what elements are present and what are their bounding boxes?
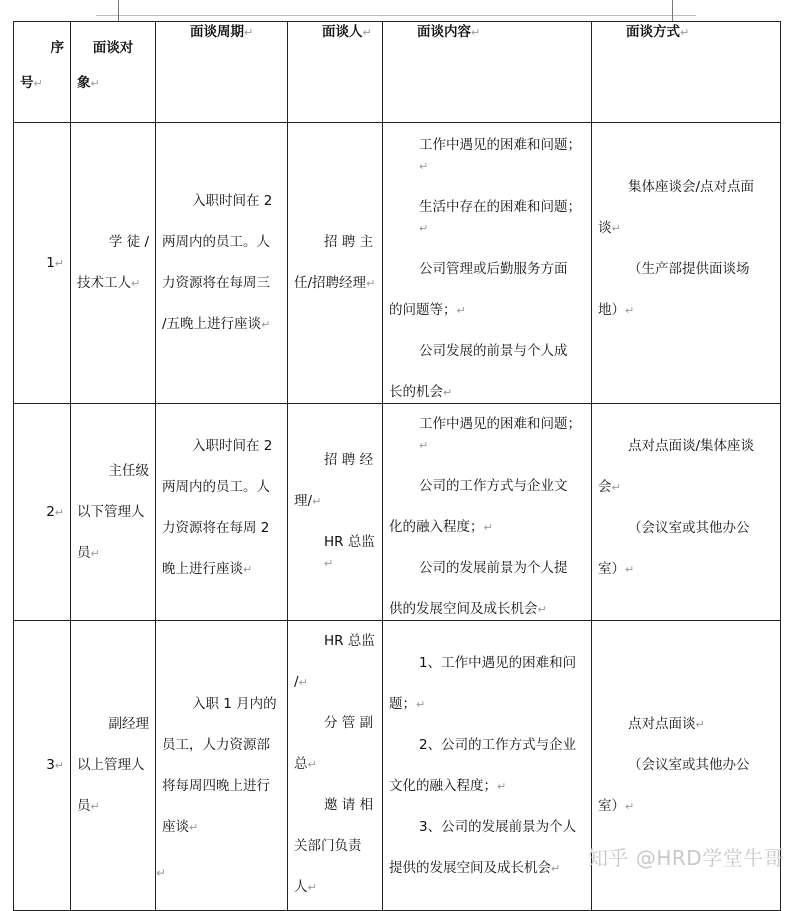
table-header-row (14, 22, 781, 123)
target-cell: 副经理 以上管理人 员↵ (71, 621, 156, 911)
paragraph-mark: ↵ (156, 866, 167, 880)
content-cell: 工作中遇见的困难和问题；↵ 生活中存在的困难和问题；↵ 公司管理或后勤服务方面 的问题等；↵ 公司发展的前景与个人成 长的机会↵ (383, 123, 592, 404)
header-method: 面谈方式↵ (592, 22, 781, 123)
method-cell: 集体座谈会/点对点面 谈↵ （生产部提供面谈场 地）↵ (592, 123, 781, 404)
watermark: 知乎 @HRD学堂牛哥 (588, 846, 785, 870)
ruler-line (96, 15, 696, 16)
method-cell: 点对点面谈/集体座谈 会↵ （会议室或其他办公 室）↵ (592, 404, 781, 621)
period-cell: 入职 1 月内的 员工，人力资源部 将每周四晚上进行 座谈↵ (156, 621, 288, 911)
page-corner-mark-left (118, 0, 119, 22)
target-cell: 主任级 以下管理人 员↵ (71, 404, 156, 621)
interviewer-cell: HR 总监 /↵ 分 管 副 总↵ 邀 请 相 关部门负责 人↵ (288, 621, 383, 911)
header-target: 面谈对 象↵ (71, 22, 156, 123)
row-number: 3↵ (14, 621, 71, 911)
header-period: 面谈周期↵ (156, 22, 288, 123)
interview-table (13, 21, 781, 911)
period-cell: 入职时间在 2 两周内的员工。人 力资源将在每周 2 晚上进行座谈↵ (156, 404, 288, 621)
interviewer-cell: 招 聘 主 任/招聘经理↵ (288, 123, 383, 404)
period-cell: 入职时间在 2 两周内的员工。人 力资源将在每周三 /五晚上进行座谈↵ (156, 123, 288, 404)
content-cell: 1、工作中遇见的困难和问 题；↵ 2、公司的工作方式与企业 文化的融入程度；↵ 3、公司的发展前景为个人 提供的发展空间及成长机会↵ (383, 621, 592, 911)
row-number: 1↵ (14, 123, 71, 404)
header-interviewer: 面谈人↵ (288, 22, 383, 123)
content-cell: 工作中遇见的困难和问题；↵ 公司的工作方式与企业文 化的融入程度；↵ 公司的发展前景为个人提 供的发展空间及成长机会↵ (383, 404, 592, 621)
header-seq: 序 号↵ (14, 22, 71, 123)
target-cell: 学 徒 / 技术工人↵ (71, 123, 156, 404)
table-row (14, 123, 781, 404)
page-corner-mark-right (672, 0, 673, 22)
method-cell: 点对点面谈↵ （会议室或其他办公 室）↵ (592, 621, 781, 911)
row-number: 2↵ (14, 404, 71, 621)
header-content: 面谈内容↵ (383, 22, 592, 123)
interviewer-cell: 招 聘 经 理/↵ HR 总监↵ (288, 404, 383, 621)
table-row (14, 404, 781, 621)
